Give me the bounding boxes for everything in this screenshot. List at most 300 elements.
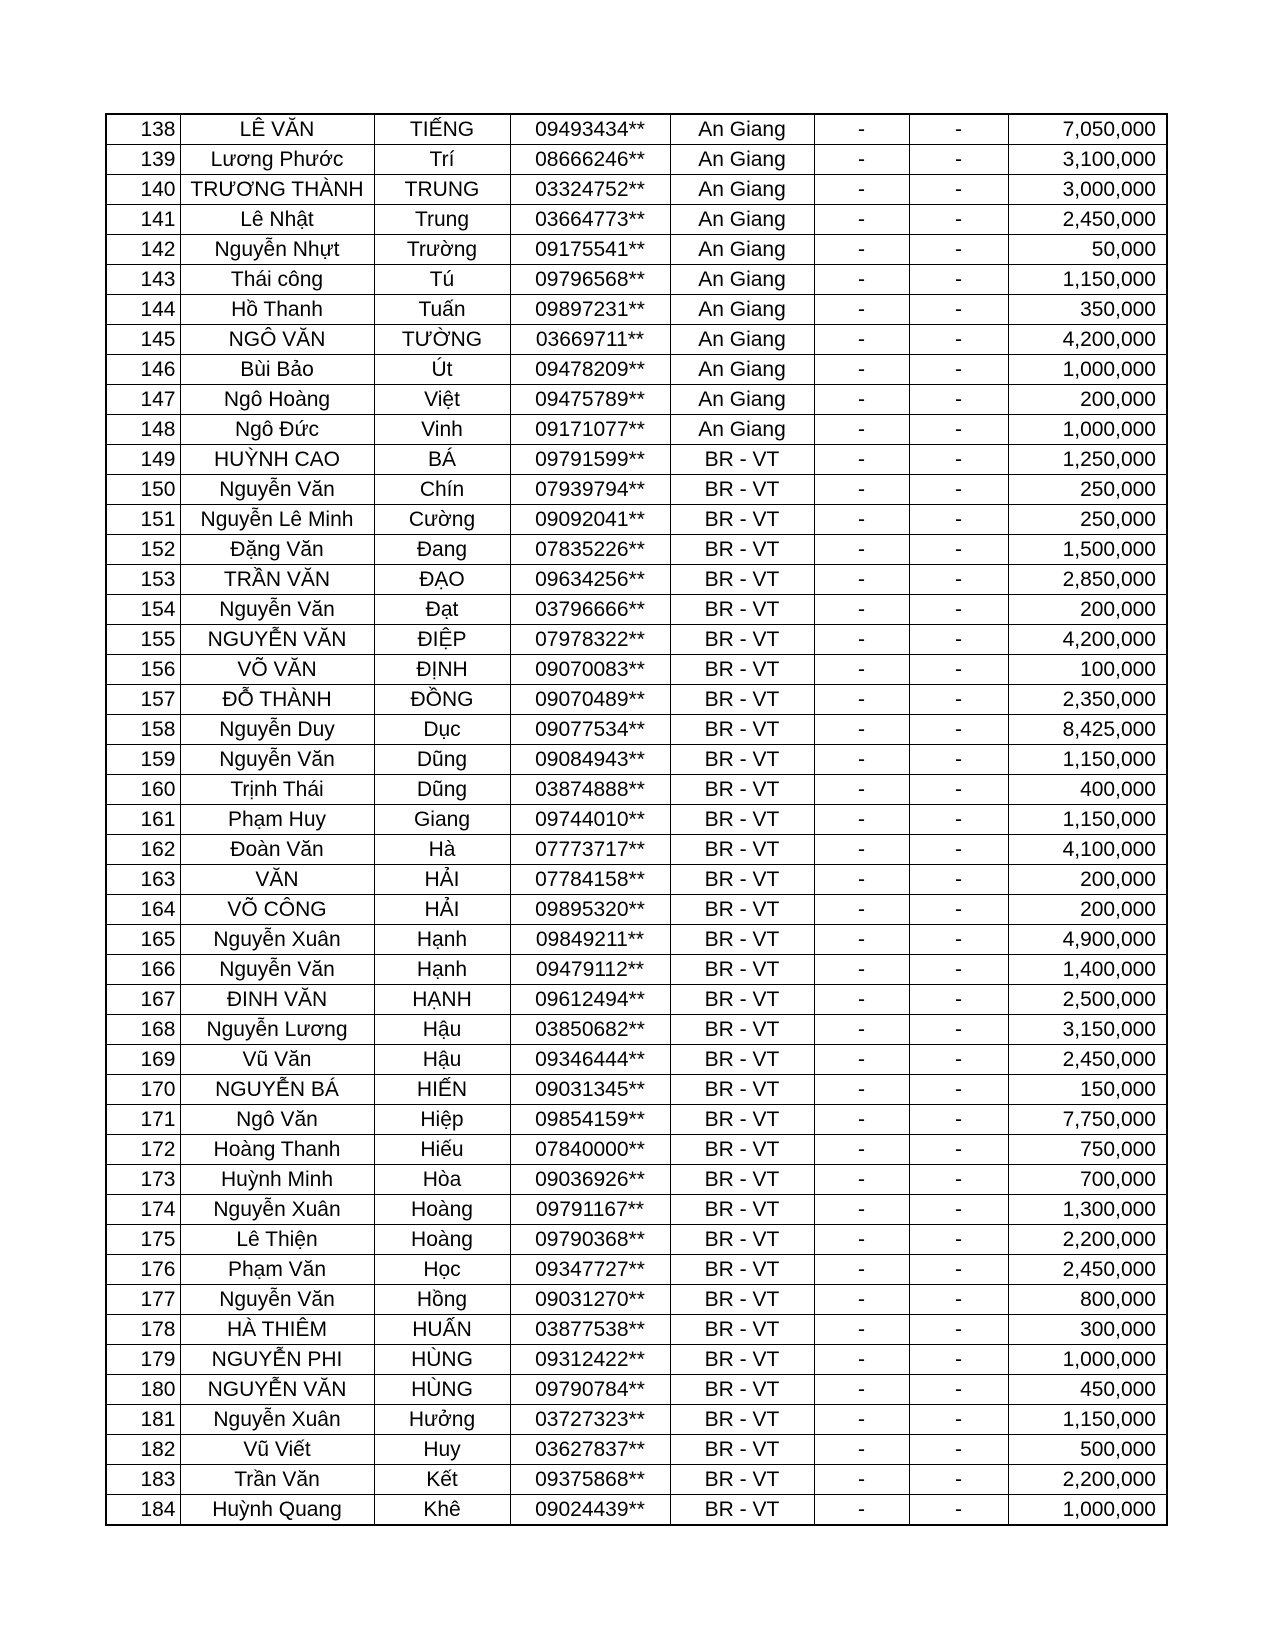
amount-cell: 1,000,000 [1008,1495,1167,1526]
dash-cell-2: - [909,475,1008,505]
row-number-cell: 169 [106,1045,180,1075]
row-number-cell: 163 [106,865,180,895]
amount-cell: 1,000,000 [1008,355,1167,385]
amount-cell: 3,100,000 [1008,145,1167,175]
province-cell: An Giang [670,385,814,415]
dash-cell-1: - [814,1435,909,1465]
dash-cell-1: - [814,505,909,535]
dash-cell-2: - [909,1135,1008,1165]
given-name-cell: HẢI [374,895,510,925]
table-row [106,835,1167,865]
amount-cell: 1,150,000 [1008,1405,1167,1435]
table-row [106,265,1167,295]
amount-cell: 100,000 [1008,655,1167,685]
amount-cell: 2,450,000 [1008,1255,1167,1285]
table-row [106,1435,1167,1465]
province-cell: BR - VT [670,1435,814,1465]
amount-cell: 200,000 [1008,385,1167,415]
surname-cell: HUỲNH CAO [180,445,374,475]
surname-cell: Phạm Huy [180,805,374,835]
dash-cell-1: - [814,1015,909,1045]
phone-cell: 09024439** [510,1495,670,1526]
row-number-cell: 156 [106,655,180,685]
dash-cell-2: - [909,715,1008,745]
surname-cell: VĂN [180,865,374,895]
province-cell: BR - VT [670,1405,814,1435]
given-name-cell: Hiệp [374,1105,510,1135]
row-number-cell: 180 [106,1375,180,1405]
row-number-cell: 179 [106,1345,180,1375]
province-cell: BR - VT [670,1465,814,1495]
dash-cell-2: - [909,1045,1008,1075]
row-number-cell: 170 [106,1075,180,1105]
dash-cell-2: - [909,655,1008,685]
given-name-cell: Dũng [374,775,510,805]
dash-cell-2: - [909,625,1008,655]
surname-cell: VÕ VĂN [180,655,374,685]
amount-cell: 2,350,000 [1008,685,1167,715]
surname-cell: Vũ Viết [180,1435,374,1465]
surname-cell: Nguyễn Văn [180,595,374,625]
surname-cell: Đoàn Văn [180,835,374,865]
given-name-cell: Trí [374,145,510,175]
amount-cell: 7,050,000 [1008,114,1167,145]
province-cell: BR - VT [670,775,814,805]
given-name-cell: HẠNH [374,985,510,1015]
table-row [106,1015,1167,1045]
given-name-cell: HẢI [374,865,510,895]
dash-cell-2: - [909,265,1008,295]
surname-cell: Trần Văn [180,1465,374,1495]
dash-cell-2: - [909,1375,1008,1405]
amount-cell: 4,200,000 [1008,625,1167,655]
surname-cell: LÊ VĂN [180,114,374,145]
surname-cell: Nguyễn Lê Minh [180,505,374,535]
surname-cell: NGUYỄN PHI [180,1345,374,1375]
given-name-cell: Huy [374,1435,510,1465]
surname-cell: HÀ THIÊM [180,1315,374,1345]
province-cell: BR - VT [670,1045,814,1075]
province-cell: BR - VT [670,1195,814,1225]
amount-cell: 1,000,000 [1008,415,1167,445]
surname-cell: Vũ Văn [180,1045,374,1075]
phone-cell: 07835226** [510,535,670,565]
amount-cell: 4,100,000 [1008,835,1167,865]
dash-cell-2: - [909,1285,1008,1315]
table-row [106,1315,1167,1345]
phone-cell: 03850682** [510,1015,670,1045]
row-number-cell: 184 [106,1495,180,1526]
amount-cell: 800,000 [1008,1285,1167,1315]
amount-cell: 1,150,000 [1008,805,1167,835]
surname-cell: Lê Thiện [180,1225,374,1255]
row-number-cell: 174 [106,1195,180,1225]
surname-cell: Lê Nhật [180,205,374,235]
phone-cell: 09790784** [510,1375,670,1405]
amount-cell: 1,150,000 [1008,265,1167,295]
dash-cell-1: - [814,1075,909,1105]
dash-cell-2: - [909,775,1008,805]
dash-cell-1: - [814,745,909,775]
surname-cell: Thái công [180,265,374,295]
table-row [106,505,1167,535]
dash-cell-1: - [814,955,909,985]
row-number-cell: 161 [106,805,180,835]
province-cell: BR - VT [670,835,814,865]
table-row [106,235,1167,265]
dash-cell-2: - [909,895,1008,925]
dash-cell-1: - [814,265,909,295]
row-number-cell: 176 [106,1255,180,1285]
phone-cell: 09475789** [510,385,670,415]
amount-cell: 2,450,000 [1008,205,1167,235]
amount-cell: 4,900,000 [1008,925,1167,955]
province-cell: An Giang [670,415,814,445]
dash-cell-2: - [909,1495,1008,1526]
dash-cell-2: - [909,685,1008,715]
table-row [106,295,1167,325]
dash-cell-1: - [814,1255,909,1285]
row-number-cell: 141 [106,205,180,235]
province-cell: BR - VT [670,1075,814,1105]
given-name-cell: Học [374,1255,510,1285]
province-cell: BR - VT [670,1255,814,1285]
table-row [106,415,1167,445]
province-cell: BR - VT [670,1105,814,1135]
row-number-cell: 151 [106,505,180,535]
surname-cell: Huỳnh Quang [180,1495,374,1526]
dash-cell-1: - [814,565,909,595]
given-name-cell: Khê [374,1495,510,1526]
dash-cell-1: - [814,535,909,565]
phone-cell: 03727323** [510,1405,670,1435]
province-cell: BR - VT [670,1135,814,1165]
given-name-cell: Hòa [374,1165,510,1195]
surname-cell: Trịnh Thái [180,775,374,805]
donation-table [105,113,1168,1526]
amount-cell: 3,150,000 [1008,1015,1167,1045]
row-number-cell: 182 [106,1435,180,1465]
amount-cell: 3,000,000 [1008,175,1167,205]
province-cell: An Giang [670,114,814,145]
province-cell: BR - VT [670,1495,814,1526]
phone-cell: 09171077** [510,415,670,445]
province-cell: BR - VT [670,895,814,925]
phone-cell: 03627837** [510,1435,670,1465]
given-name-cell: ĐỒNG [374,685,510,715]
table-row [106,1045,1167,1075]
phone-cell: 09791599** [510,445,670,475]
row-number-cell: 160 [106,775,180,805]
table-row [106,535,1167,565]
table-row [106,805,1167,835]
table-row [106,175,1167,205]
province-cell: BR - VT [670,805,814,835]
given-name-cell: HIẾN [374,1075,510,1105]
dash-cell-1: - [814,1315,909,1345]
table-row [106,385,1167,415]
province-cell: An Giang [670,325,814,355]
given-name-cell: Hậu [374,1015,510,1045]
dash-cell-1: - [814,985,909,1015]
amount-cell: 200,000 [1008,865,1167,895]
given-name-cell: Út [374,355,510,385]
dash-cell-2: - [909,1165,1008,1195]
phone-cell: 09077534** [510,715,670,745]
province-cell: BR - VT [670,685,814,715]
dash-cell-2: - [909,235,1008,265]
dash-cell-2: - [909,1405,1008,1435]
dash-cell-1: - [814,1225,909,1255]
phone-cell: 09375868** [510,1465,670,1495]
amount-cell: 700,000 [1008,1165,1167,1195]
table-row [106,325,1167,355]
surname-cell: ĐỖ THÀNH [180,685,374,715]
table-row [106,145,1167,175]
surname-cell: Lương Phước [180,145,374,175]
dash-cell-1: - [814,325,909,355]
province-cell: BR - VT [670,1345,814,1375]
given-name-cell: Trường [374,235,510,265]
row-number-cell: 172 [106,1135,180,1165]
amount-cell: 250,000 [1008,505,1167,535]
phone-cell: 09070083** [510,655,670,685]
surname-cell: NGUYỄN BÁ [180,1075,374,1105]
row-number-cell: 153 [106,565,180,595]
surname-cell: Nguyễn Văn [180,745,374,775]
province-cell: BR - VT [670,1375,814,1405]
table-row [106,655,1167,685]
phone-cell: 03664773** [510,205,670,235]
table-row [106,355,1167,385]
province-cell: BR - VT [670,565,814,595]
phone-cell: 09347727** [510,1255,670,1285]
province-cell: BR - VT [670,625,814,655]
table-row [106,985,1167,1015]
dash-cell-2: - [909,1435,1008,1465]
phone-cell: 09493434** [510,114,670,145]
row-number-cell: 159 [106,745,180,775]
amount-cell: 8,425,000 [1008,715,1167,745]
given-name-cell: Hoàng [374,1225,510,1255]
given-name-cell: HÙNG [374,1345,510,1375]
table-row [106,114,1167,145]
row-number-cell: 154 [106,595,180,625]
dash-cell-2: - [909,985,1008,1015]
amount-cell: 7,750,000 [1008,1105,1167,1135]
dash-cell-1: - [814,175,909,205]
amount-cell: 1,500,000 [1008,535,1167,565]
province-cell: BR - VT [670,655,814,685]
province-cell: An Giang [670,175,814,205]
surname-cell: Phạm Văn [180,1255,374,1285]
dash-cell-2: - [909,1105,1008,1135]
dash-cell-1: - [814,445,909,475]
given-name-cell: Chín [374,475,510,505]
phone-cell: 09634256** [510,565,670,595]
province-cell: BR - VT [670,1165,814,1195]
dash-cell-2: - [909,295,1008,325]
row-number-cell: 144 [106,295,180,325]
table-row [106,445,1167,475]
surname-cell: Nguyễn Xuân [180,1405,374,1435]
table-row [106,625,1167,655]
row-number-cell: 157 [106,685,180,715]
dash-cell-2: - [909,1195,1008,1225]
dash-cell-1: - [814,1045,909,1075]
row-number-cell: 147 [106,385,180,415]
row-number-cell: 177 [106,1285,180,1315]
dash-cell-2: - [909,745,1008,775]
given-name-cell: Hưởng [374,1405,510,1435]
dash-cell-1: - [814,1135,909,1165]
given-name-cell: Kết [374,1465,510,1495]
row-number-cell: 173 [106,1165,180,1195]
table-row [106,595,1167,625]
row-number-cell: 150 [106,475,180,505]
amount-cell: 2,850,000 [1008,565,1167,595]
amount-cell: 2,200,000 [1008,1225,1167,1255]
surname-cell: Hồ Thanh [180,295,374,325]
surname-cell: Nguyễn Văn [180,1285,374,1315]
row-number-cell: 181 [106,1405,180,1435]
dash-cell-1: - [814,1165,909,1195]
given-name-cell: Việt [374,385,510,415]
amount-cell: 450,000 [1008,1375,1167,1405]
table-row [106,775,1167,805]
dash-cell-1: - [814,205,909,235]
amount-cell: 2,500,000 [1008,985,1167,1015]
given-name-cell: Hiếu [374,1135,510,1165]
phone-cell: 07773717** [510,835,670,865]
row-number-cell: 138 [106,114,180,145]
dash-cell-1: - [814,235,909,265]
surname-cell: NGUYỄN VĂN [180,625,374,655]
table-row [106,475,1167,505]
row-number-cell: 155 [106,625,180,655]
phone-cell: 09031345** [510,1075,670,1105]
phone-cell: 07939794** [510,475,670,505]
dash-cell-2: - [909,385,1008,415]
table-row [106,1255,1167,1285]
province-cell: BR - VT [670,535,814,565]
dash-cell-2: - [909,955,1008,985]
row-number-cell: 146 [106,355,180,385]
row-number-cell: 165 [106,925,180,955]
province-cell: BR - VT [670,595,814,625]
table-row [106,1135,1167,1165]
table-row [106,715,1167,745]
row-number-cell: 158 [106,715,180,745]
table-row [106,955,1167,985]
dash-cell-1: - [814,835,909,865]
given-name-cell: Hạnh [374,925,510,955]
dash-cell-2: - [909,835,1008,865]
given-name-cell: ĐIỆP [374,625,510,655]
province-cell: An Giang [670,295,814,325]
given-name-cell: HUẤN [374,1315,510,1345]
province-cell: An Giang [670,145,814,175]
amount-cell: 200,000 [1008,595,1167,625]
dash-cell-1: - [814,415,909,445]
given-name-cell: HÙNG [374,1375,510,1405]
amount-cell: 250,000 [1008,475,1167,505]
dash-cell-2: - [909,505,1008,535]
given-name-cell: Tuấn [374,295,510,325]
phone-cell: 03874888** [510,775,670,805]
dash-cell-2: - [909,355,1008,385]
phone-cell: 09612494** [510,985,670,1015]
dash-cell-1: - [814,625,909,655]
dash-cell-2: - [909,1225,1008,1255]
phone-cell: 09854159** [510,1105,670,1135]
amount-cell: 2,450,000 [1008,1045,1167,1075]
table-row [106,205,1167,235]
surname-cell: TRẦN VĂN [180,565,374,595]
dash-cell-1: - [814,1375,909,1405]
province-cell: BR - VT [670,1225,814,1255]
province-cell: BR - VT [670,475,814,505]
amount-cell: 1,150,000 [1008,745,1167,775]
province-cell: BR - VT [670,955,814,985]
province-cell: BR - VT [670,505,814,535]
amount-cell: 1,250,000 [1008,445,1167,475]
given-name-cell: ĐẠO [374,565,510,595]
surname-cell: NGÔ VĂN [180,325,374,355]
surname-cell: Ngô Hoàng [180,385,374,415]
province-cell: BR - VT [670,715,814,745]
surname-cell: Hoàng Thanh [180,1135,374,1165]
table-body [106,114,1167,1525]
given-name-cell: Vinh [374,415,510,445]
dash-cell-2: - [909,1345,1008,1375]
dash-cell-2: - [909,865,1008,895]
table-row [106,745,1167,775]
phone-cell: 09895320** [510,895,670,925]
dash-cell-2: - [909,415,1008,445]
phone-cell: 09897231** [510,295,670,325]
given-name-cell: Hà [374,835,510,865]
dash-cell-1: - [814,865,909,895]
dash-cell-1: - [814,895,909,925]
table-row [106,1405,1167,1435]
dash-cell-1: - [814,805,909,835]
given-name-cell: Tú [374,265,510,295]
province-cell: BR - VT [670,1015,814,1045]
row-number-cell: 171 [106,1105,180,1135]
dash-cell-1: - [814,355,909,385]
table-row [106,1075,1167,1105]
phone-cell: 09744010** [510,805,670,835]
dash-cell-1: - [814,685,909,715]
given-name-cell: Hồng [374,1285,510,1315]
dash-cell-2: - [909,805,1008,835]
row-number-cell: 139 [106,145,180,175]
dash-cell-2: - [909,595,1008,625]
given-name-cell: TRUNG [374,175,510,205]
dash-cell-1: - [814,715,909,745]
dash-cell-1: - [814,925,909,955]
phone-cell: 09796568** [510,265,670,295]
surname-cell: Đặng Văn [180,535,374,565]
phone-cell: 09790368** [510,1225,670,1255]
surname-cell: Bùi Bảo [180,355,374,385]
dash-cell-2: - [909,145,1008,175]
amount-cell: 750,000 [1008,1135,1167,1165]
province-cell: An Giang [670,355,814,385]
dash-cell-2: - [909,325,1008,355]
surname-cell: Huỳnh Minh [180,1165,374,1195]
